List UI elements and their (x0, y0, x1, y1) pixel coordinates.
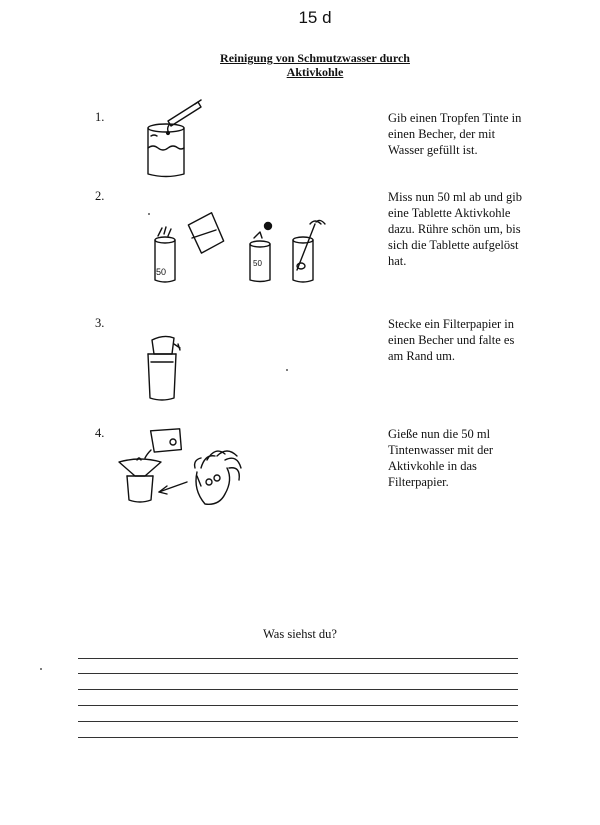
step-3-text: Stecke ein Filterpapier in einen Becher und falte es am Rand um. (388, 317, 515, 363)
student-head-icon (195, 451, 241, 504)
step-2-illustration (150, 210, 350, 290)
page-number: 15 d (298, 8, 332, 27)
arrow-icon (159, 482, 187, 494)
step-4-number: 4. (95, 426, 105, 440)
scan-speck (148, 213, 150, 215)
scan-speck (286, 369, 288, 371)
answer-line-4 (78, 705, 518, 706)
answer-line-3 (78, 689, 518, 690)
measuring-cylinder-icon (187, 212, 225, 255)
title-line-2: Aktivkohle (286, 65, 344, 79)
answer-line-2 (78, 673, 518, 674)
step-2-text: Miss nun 50 ml ab und gib eine Tablette Aktivkohle dazu. Rühre schön um, bis sich die Tablette aufgelöst hat. (388, 190, 523, 268)
step-2-number: 2. (95, 189, 105, 203)
step-4-text: Gieße nun die 50 ml Tintenwasser mit der Aktivkohle in das Filterpapier. (388, 427, 494, 489)
step-3-number: 3. (95, 316, 105, 330)
pouring-cylinder-icon (145, 423, 186, 458)
cup-icon (148, 354, 176, 400)
step-4-illustration (115, 420, 255, 510)
scan-speck (40, 668, 42, 670)
answer-line-5 (78, 721, 518, 722)
cup-icon (127, 476, 153, 502)
filter-paper-icon (152, 336, 180, 354)
charcoal-tablet-icon (250, 223, 272, 282)
title-line-1: Reinigung von Schmutzwasser durch (220, 51, 410, 65)
cylinder-mark-label: 50 (253, 259, 262, 268)
step-1-illustration (140, 96, 210, 181)
beaker-mark-label: 50 (156, 267, 167, 277)
answer-line-1 (78, 658, 518, 659)
question-text: Was siehst du? (263, 627, 337, 641)
stirring-rod-icon (293, 220, 325, 282)
step-1-number: 1. (95, 110, 105, 124)
funnel-icon (119, 458, 161, 476)
water-beaker-icon (148, 124, 184, 177)
step-1-text: Gib einen Tropfen Tinte in einen Becher, der mit Wasser gefüllt ist. (388, 111, 522, 157)
answer-line-6 (78, 737, 518, 738)
worksheet-title (175, 51, 455, 79)
step-3-illustration (140, 330, 200, 405)
